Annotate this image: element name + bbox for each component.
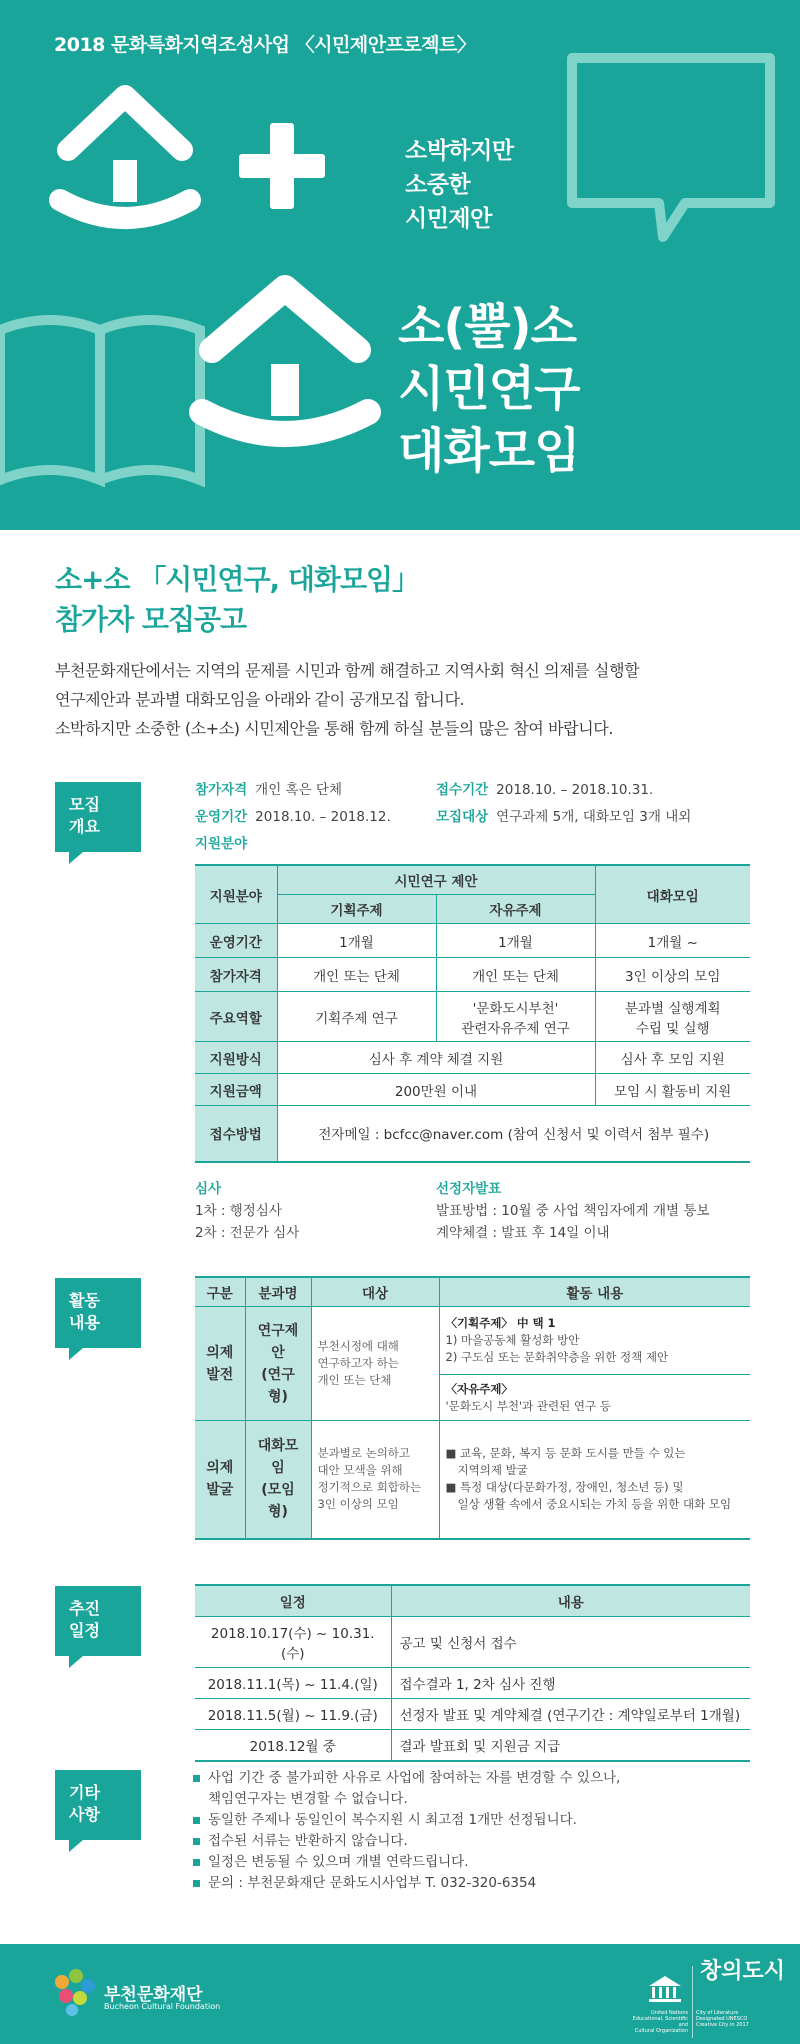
cell-line: 수립 및 실행 (635, 1020, 710, 1037)
th-dialogue: 대화모임 (595, 865, 750, 924)
schedule-content: 선정자 발표 및 계약체결 (연구기간 : 계약일로부터 1개월) (391, 1699, 750, 1730)
etc-item-continued: 책임연구자는 변경할 수 없습니다. (208, 1791, 408, 1807)
project-name: 2018 문화특화지역조성사업 〈시민제안프로젝트〉 (54, 34, 476, 56)
schedule-date: 2018.11.1(목) ~ 11.4.(일) (195, 1668, 391, 1699)
section-label-line: 모집 (69, 795, 100, 814)
section-label-line: 추진 (69, 1599, 100, 1618)
schedule-content: 공고 및 신청서 접수 (391, 1617, 750, 1668)
hero-tagline (405, 134, 514, 236)
hero-title-line: 시민연구 (398, 361, 580, 417)
section-label-activity (55, 1278, 141, 1348)
cell-line: (연구형) (261, 1366, 295, 1405)
cell-line: 의제 (206, 1460, 234, 1477)
field-row (195, 834, 255, 854)
type-cell (195, 1421, 245, 1539)
review-block (195, 1178, 299, 1244)
type-cell (195, 1307, 245, 1421)
so-glyph-bottom (212, 288, 358, 350)
target-cell (311, 1307, 439, 1421)
th-free: 자유주제 (436, 895, 595, 924)
th-name: 분과명 (245, 1277, 311, 1307)
cell: 모임 시 활동비 지원 (595, 1074, 750, 1106)
cell-line: 발굴 (206, 1482, 234, 1499)
th-activity: 활동 내용 (439, 1277, 750, 1307)
cell-line: 부천시정에 대해 (317, 1339, 399, 1353)
section-label-line: 일정 (69, 1621, 100, 1640)
section-label-schedule (55, 1586, 141, 1656)
cell-line: 연구제안 (257, 1322, 299, 1361)
target-label: 모집대상 (436, 809, 489, 825)
foundation-logo-icon (48, 1966, 108, 2026)
cell-line: 분과별 실행계획 (624, 1000, 721, 1017)
plan-item: 1) 마을공동체 활성화 방안 (445, 1333, 580, 1347)
th-type: 구분 (195, 1277, 245, 1307)
etc-item: 접수된 서류는 반환하지 않습니다. (192, 1831, 620, 1852)
eligibility-row (195, 780, 342, 800)
intro-line: 연구제안과 분과별 대화모임을 아래와 같이 공개모집 합니다. (55, 690, 465, 709)
schedule-date: 2018.10.17(수) ~ 10.31.(수) (195, 1617, 391, 1668)
cell: 1개월 ~ (595, 924, 750, 958)
tagline-line: 소중한 (405, 172, 471, 198)
announce-title: 선정자발표 (436, 1181, 502, 1197)
period-row (436, 780, 653, 800)
etc-list (192, 1768, 620, 1894)
support-table (195, 864, 750, 1163)
eligibility-value: 개인 혹은 단체 (255, 782, 343, 798)
city-logo: 창의도시 (700, 1958, 786, 1984)
cell-line: 대화모임 (257, 1438, 299, 1477)
row-label: 접수방법 (195, 1106, 277, 1162)
field-label: 지원분야 (195, 836, 248, 852)
name-cell (245, 1421, 311, 1539)
book-icon (0, 320, 100, 480)
etc-item: 동일한 주제나 동일인이 복수지원 시 최고점 1개만 선정됩니다. (192, 1810, 620, 1831)
th-content: 내용 (391, 1585, 750, 1617)
cell-line: 3인 이상의 모임 (317, 1497, 399, 1512)
intro-line: 부천문화재단에서는 지역의 문제를 시민과 함께 해결하고 지역사회 혁신 의제를 실행할 (55, 661, 640, 680)
row-label: 주요역할 (195, 992, 277, 1042)
operation-value: 2018.10. – 2018.12. (255, 809, 391, 825)
speech-bubble-icon (572, 58, 770, 237)
hero-banner (0, 0, 800, 530)
row-label: 지원방식 (195, 1042, 277, 1074)
schedule-table (195, 1584, 750, 1762)
schedule-content: 결과 발표회 및 지원금 지급 (391, 1730, 750, 1762)
plan-title: 〈기획주제〉 中 택 1 (445, 1316, 556, 1330)
announce-method: 발표방법 : 10월 중 사업 책임자에게 개별 통보 (436, 1203, 710, 1219)
th-research: 시민연구 제안 (277, 865, 595, 895)
section-label-line: 개요 (69, 817, 100, 836)
free-item: '문화도시 부천'과 관련된 연구 등 (445, 1398, 611, 1413)
unesco-line: United Nations (650, 2010, 688, 2016)
tagline-line: 소박하지만 (405, 138, 514, 164)
cell-line: 발전 (206, 1366, 234, 1383)
cell: 기획주제 연구 (277, 992, 436, 1042)
unesco-text (628, 2010, 688, 2034)
activity-table (195, 1276, 750, 1540)
activity-item: ■ 특정 대상(다문화가정, 장애인, 청소년 등) 및 (445, 1480, 684, 1495)
target-row (436, 807, 691, 827)
cell-line: 분과별로 논의하고 (317, 1446, 411, 1461)
section-label-line: 내용 (69, 1313, 100, 1332)
cell-line: (모임형) (261, 1482, 295, 1521)
th-field: 지원분야 (195, 865, 277, 924)
etc-item: 일정은 변동될 수 있으며 개별 연락드립니다. (192, 1852, 620, 1873)
section-label-line: 기타 (69, 1783, 100, 1802)
schedule-content: 접수결과 1, 2차 심사 진행 (391, 1668, 750, 1699)
unesco-line: Cultural Organization (634, 2028, 688, 2034)
section-label-line: 사항 (69, 1805, 100, 1824)
schedule-date: 2018.11.5(월) ~ 11.9.(금) (195, 1699, 391, 1730)
activity-cell (439, 1307, 750, 1375)
activity-item: 지역의제 발굴 (457, 1463, 528, 1478)
tagline-line: 시민제안 (405, 206, 492, 232)
eligibility-label: 참가자격 (195, 782, 248, 798)
hero-title-line: 대화모임 (398, 423, 580, 479)
unesco-line: Educational, Scientific and (632, 2016, 688, 2028)
target-value: 연구과제 5개, 대화모임 3개 내외 (496, 809, 692, 825)
footer (0, 1944, 800, 2044)
period-label: 접수기간 (436, 782, 489, 798)
period-value: 2018.10. – 2018.10.31. (496, 782, 654, 798)
row-label: 지원금액 (195, 1074, 277, 1106)
city-text (696, 2010, 766, 2028)
operation-row (195, 807, 391, 827)
notice-title-line: 참가자 모집공고 (55, 603, 247, 636)
notice-title-line: 소+소 「시민연구, 대화모임」 (55, 563, 420, 596)
unesco-logo-icon (648, 1974, 682, 2004)
activity-item: ■ 교육, 문화, 복지 등 문화 도시를 만들 수 있는 (445, 1446, 686, 1461)
announce-contract: 계약체결 : 발표 후 14일 이내 (436, 1225, 610, 1241)
th-target: 대상 (311, 1277, 439, 1307)
cell-line: 개인 또는 단체 (317, 1373, 392, 1387)
announce-block (436, 1178, 709, 1244)
city-line: Designated UNESCO (696, 2016, 748, 2022)
cell-line: 의제 (206, 1344, 234, 1361)
free-title: 〈자유주제〉 (445, 1381, 513, 1396)
cell: 개인 또는 단체 (277, 958, 436, 992)
activity-cell (439, 1375, 750, 1421)
name-cell (245, 1307, 311, 1421)
row-label: 운영기간 (195, 924, 277, 958)
cell: 심사 후 계약 체결 지원 (277, 1042, 595, 1074)
so-glyph-top (68, 96, 182, 150)
footer-divider (692, 1966, 693, 2038)
etc-item: 사업 기간 중 불가피한 사유로 사업에 참여하는 자를 변경할 수 있으나, (192, 1768, 620, 1789)
cell-line: 관련자유주제 연구 (461, 1020, 570, 1037)
activity-cell (439, 1421, 750, 1539)
cell (595, 992, 750, 1042)
schedule-date: 2018.12월 중 (195, 1730, 391, 1762)
foundation-name: 부천문화재단 (104, 1985, 203, 2005)
cell-line: '문화도시부천' (472, 1000, 559, 1017)
intro-paragraph (55, 656, 755, 743)
section-label-etc (55, 1770, 141, 1840)
cell: 심사 후 모임 지원 (595, 1042, 750, 1074)
city-line: Creative City in 2017 (696, 2022, 749, 2028)
review-second: 2차 : 전문가 심사 (195, 1225, 300, 1241)
row-label: 참가자격 (195, 958, 277, 992)
foundation-name-en: Bucheon Cultural Foundation (104, 2002, 221, 2011)
cell: 개인 또는 단체 (436, 958, 595, 992)
operation-label: 운영기간 (195, 809, 248, 825)
hero-title (398, 296, 579, 482)
intro-line: 소박하지만 소중한 (소+소) 시민제안을 통해 함께 하실 분들의 많은 참여 바랍니다. (55, 719, 614, 738)
cell-line: 연구하고자 하는 (317, 1356, 399, 1370)
review-first: 1차 : 행정심사 (195, 1203, 282, 1219)
apply-email: 전자메일 : bcfcc@naver.com (참여 신청서 및 이력서 첨부 필수) (277, 1106, 750, 1162)
activity-item: 일상 생활 속에서 중요시되는 가치 등을 위한 대화 모임 (457, 1497, 732, 1512)
etc-item: 문의 : 부천문화재단 문화도시사업부 T. 032-320-6354 (192, 1873, 620, 1894)
cell (436, 992, 595, 1042)
notice-title (55, 560, 419, 640)
target-cell (311, 1421, 439, 1539)
city-line: City of Literature (696, 2010, 739, 2016)
th-date: 일정 (195, 1585, 391, 1617)
cell: 200만원 이내 (277, 1074, 595, 1106)
hero-title-line: 소(뿔)소 (398, 299, 576, 355)
th-planned: 기획주제 (277, 895, 436, 924)
cell: 3인 이상의 모임 (595, 958, 750, 992)
review-title: 심사 (195, 1181, 222, 1197)
cell: 1개월 (436, 924, 595, 958)
section-label-line: 활동 (69, 1291, 100, 1310)
plan-item: 2) 구도심 또는 문화취약층을 위한 정책 제안 (445, 1350, 669, 1364)
cell-line: 정기적으로 회합하는 (317, 1480, 422, 1495)
cell-line: 대안 모색을 위해 (317, 1463, 403, 1478)
section-label-overview (55, 782, 141, 852)
cell: 1개월 (277, 924, 436, 958)
